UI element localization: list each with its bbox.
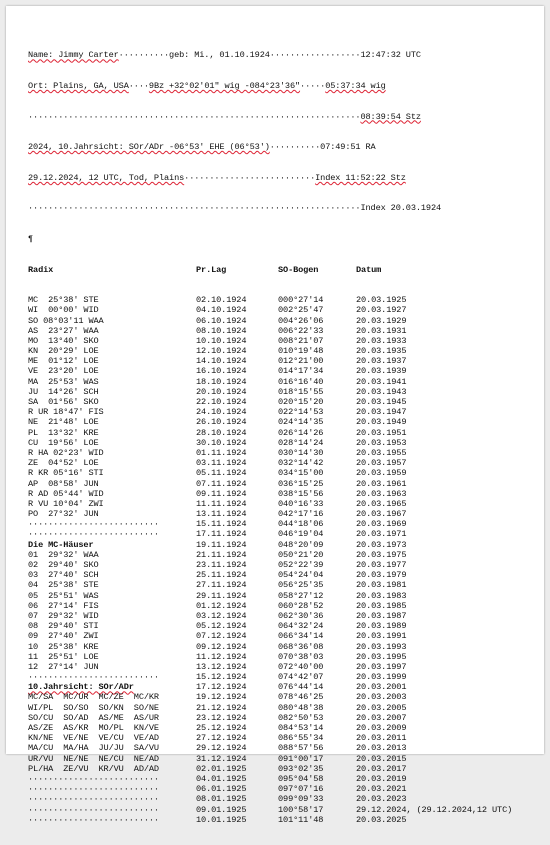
table-row	[28, 499, 512, 509]
datum-cell: 20.03.1993	[356, 641, 407, 652]
so-bogen-cell: 020°15'20	[278, 397, 324, 408]
so-bogen-cell: 068°36'08	[278, 641, 324, 652]
header-line-4: 2024, 10.Jahrsicht: SOr/ADr -06°53' EHE (06°53')··········07:49:51 RA	[28, 142, 376, 153]
pr-lag-cell: 30.10.1924	[196, 437, 247, 448]
datum-cell: 20.03.1937	[356, 356, 407, 367]
birth-date: geb: Mi., 01.10.1924	[169, 50, 270, 61]
pr-lag-cell: 08.01.1925	[196, 794, 247, 805]
house-entry: 09 27°40' ZWI	[28, 631, 99, 642]
table-row	[28, 316, 512, 326]
table-row	[28, 621, 512, 631]
radix-entry: PL 13°32' KRE	[28, 427, 99, 438]
so-bogen-cell: 044°18'06	[278, 519, 324, 530]
house-entry: 12 27°14' JUN	[28, 661, 99, 672]
table-rows	[28, 295, 512, 825]
house-entry: 07 29°32' WID	[28, 610, 99, 621]
blank: ··························	[28, 794, 159, 805]
datum-cell: 20.03.1995	[356, 651, 407, 662]
so-bogen-cell: 100°58'17	[278, 804, 324, 815]
datum-cell: 20.03.1983	[356, 590, 407, 601]
so-bogen-cell: 002°25'47	[278, 305, 324, 316]
table-row	[28, 519, 512, 529]
radix-entry: MC 25°38' STE	[28, 295, 99, 306]
table-row	[28, 794, 512, 804]
pr-lag-cell: 06.10.1924	[196, 315, 247, 326]
pr-lag-cell: 21.11.1924	[196, 549, 247, 560]
so-bogen-cell: 018°15'55	[278, 386, 324, 397]
so-bogen-cell: 022°14'53	[278, 407, 324, 418]
pr-lag-cell: 03.12.1924	[196, 610, 247, 621]
datum-cell: 20.03.1941	[356, 376, 407, 387]
so-bogen-cell: 016°16'40	[278, 376, 324, 387]
pr-lag-cell: 26.10.1924	[196, 417, 247, 428]
house-entry: 06 27°14' FIS	[28, 600, 99, 611]
so-bogen-cell: 086°55'34	[278, 733, 324, 744]
datum-cell: 20.03.1955	[356, 447, 407, 458]
table-row	[28, 397, 512, 407]
table-row	[28, 366, 512, 376]
so-bogen-cell: 062°30'36	[278, 610, 324, 621]
radix-entry: R HA 02°23' WID	[28, 447, 104, 458]
so-bogen-cell: 082°50'53	[278, 712, 324, 723]
ra-value: 07:49:51 RA	[320, 142, 376, 153]
pilcrow: ¶	[28, 233, 34, 244]
datum-cell: 20.03.1935	[356, 346, 407, 357]
so-bogen-cell: 004°26'06	[278, 315, 324, 326]
datum-cell: 20.03.1967	[356, 509, 407, 520]
pr-lag-cell: 25.12.1924	[196, 723, 247, 734]
pr-lag-cell: 19.12.1924	[196, 692, 247, 703]
so-bogen-cell: 028°14'24	[278, 437, 324, 448]
datum-cell: 20.03.1985	[356, 600, 407, 611]
pr-lag-cell: 10.01.1925	[196, 814, 247, 825]
col-radix: Radix	[28, 264, 54, 275]
house-entry: 04 25°38' STE	[28, 580, 99, 591]
datum-cell: 20.03.1973	[356, 539, 407, 550]
datum-cell: 20.03.1977	[356, 560, 407, 571]
pair-entry: PL/HA ZE/VU KR/VU AD/AD	[28, 763, 159, 774]
pr-lag-cell: 23.12.1924	[196, 712, 247, 723]
pr-lag-cell: 27.12.1924	[196, 733, 247, 744]
datum-cell: 20.03.1999	[356, 672, 407, 683]
table-row	[28, 448, 512, 458]
table-row	[28, 458, 512, 468]
pr-lag-cell: 28.10.1924	[196, 427, 247, 438]
sidereal-time: 08:39:54 Stz	[360, 111, 421, 122]
pr-lag-cell: 01.11.1924	[196, 447, 247, 458]
event-line: 29.12.2024, 12 UTC, Tod, Plains	[28, 172, 185, 183]
datum-cell: 20.03.1929	[356, 315, 407, 326]
so-bogen-cell: 072°40'00	[278, 661, 324, 672]
so-bogen-cell: 052°22'39	[278, 560, 324, 571]
pr-lag-cell: 04.10.1924	[196, 305, 247, 316]
so-bogen-cell: 008°21'07	[278, 335, 324, 346]
pr-lag-cell: 12.10.1924	[196, 346, 247, 357]
so-bogen-cell: 060°28'52	[278, 600, 324, 611]
pr-lag-cell: 03.11.1924	[196, 458, 247, 469]
datum-cell: 20.03.2013	[356, 743, 407, 754]
datum-cell: 20.03.1961	[356, 478, 407, 489]
table-row	[28, 550, 512, 560]
radix-entry: AP 08°58' JUN	[28, 478, 99, 489]
pr-lag-cell: 13.12.1924	[196, 661, 247, 672]
datum-cell: 20.03.1945	[356, 397, 407, 408]
blank: ··························	[28, 529, 159, 540]
table-row	[28, 407, 512, 417]
table-row	[28, 417, 512, 427]
so-bogen-cell: 058°27'12	[278, 590, 324, 601]
pr-lag-cell: 09.01.1925	[196, 804, 247, 815]
pr-lag-cell: 04.01.1925	[196, 773, 247, 784]
datum-cell: 20.03.1927	[356, 305, 407, 316]
pr-lag-cell: 22.10.1924	[196, 397, 247, 408]
pr-lag-cell: 29.11.1924	[196, 590, 247, 601]
radix-entry: SO 08°03'11 WAA	[28, 315, 104, 326]
table-row	[28, 642, 512, 652]
datum-cell: 20.03.1975	[356, 549, 407, 560]
table-row	[28, 764, 512, 774]
datum-cell: 20.03.1969	[356, 519, 407, 530]
table-row	[28, 428, 512, 438]
pr-lag-cell: 17.11.1924	[196, 529, 247, 540]
datum-cell: 29.12.2024, (29.12.2024,12 UTC)	[356, 804, 513, 815]
datum-cell: 20.03.1925	[356, 295, 407, 306]
year-view: 2024, 10.Jahrsicht: SOr/ADr -06°53' EHE (06°53')	[28, 142, 270, 153]
pr-lag-cell: 07.11.1924	[196, 478, 247, 489]
table-row	[28, 356, 512, 366]
pr-lag-cell: 21.12.1924	[196, 702, 247, 713]
datum-cell: 20.03.2025	[356, 814, 407, 825]
pr-lag-cell: 20.10.1924	[196, 386, 247, 397]
pr-lag-cell: 14.10.1924	[196, 356, 247, 367]
datum-cell: 20.03.2023	[356, 794, 407, 805]
col-pr-lag: Pr.Lag	[196, 264, 227, 275]
datum-cell: 20.03.2003	[356, 692, 407, 703]
table-row	[28, 601, 512, 611]
pair-entry: AS/ZE AS/KR MO/PL KN/VE	[28, 723, 159, 734]
table-row	[28, 346, 512, 356]
pr-lag-cell: 15.12.1924	[196, 672, 247, 683]
table-row	[28, 662, 512, 672]
so-bogen-cell: 088°57'56	[278, 743, 324, 754]
datum-cell: 20.03.2011	[356, 733, 407, 744]
pr-lag-cell: 02.10.1924	[196, 295, 247, 306]
so-bogen-cell: 006°22'33	[278, 325, 324, 336]
table-row	[28, 529, 512, 539]
column-headers	[28, 265, 512, 275]
pr-lag-cell: 16.10.1924	[196, 366, 247, 377]
table-row	[28, 560, 512, 570]
house-entry: 05 25°51' WAS	[28, 590, 99, 601]
table-row	[28, 295, 512, 305]
radix-entry: R AD 05°44' WID	[28, 488, 104, 499]
pr-lag-cell: 23.11.1924	[196, 560, 247, 571]
datum-cell: 20.03.1979	[356, 570, 407, 581]
radix-entry: ME 01°12' LOE	[28, 356, 99, 367]
pr-lag-cell: 13.11.1924	[196, 509, 247, 520]
blank: ··························	[28, 804, 159, 815]
radix-entry: ZE 04°52' LOE	[28, 458, 99, 469]
radix-entry: MA 25°53' WAS	[28, 376, 99, 387]
datum-cell: 20.03.1989	[356, 621, 407, 632]
pr-lag-cell: 15.11.1924	[196, 519, 247, 530]
table-row	[28, 672, 512, 682]
pr-lag-cell: 05.12.1924	[196, 621, 247, 632]
table-row	[28, 387, 512, 397]
table-row	[28, 468, 512, 478]
radix-entry: CU 19°56' LOE	[28, 437, 99, 448]
table-row	[28, 631, 512, 641]
so-bogen-cell: 038°15'56	[278, 488, 324, 499]
house-entry: 11 25°51' LOE	[28, 651, 99, 662]
so-bogen-cell: 050°21'20	[278, 549, 324, 560]
header-line-6: ··································································Index 20.03.1924	[28, 203, 442, 214]
so-bogen-cell: 042°17'16	[278, 509, 324, 520]
pr-lag-cell: 09.12.1924	[196, 641, 247, 652]
radix-entry: JU 14°26' SCH	[28, 386, 99, 397]
datum-cell: 20.03.1991	[356, 631, 407, 642]
header-line-5: 29.12.2024, 12 UTC, Tod, Plains··························Index 11:52:22 Stz	[28, 172, 406, 183]
blank: ··························	[28, 773, 159, 784]
header-line-3: ··································································08:39:54 Stz	[28, 111, 421, 122]
pr-lag-cell: 19.11.1924	[196, 539, 247, 550]
table-row	[28, 784, 512, 794]
radix-entry: R VU 10°04' ZWI	[28, 498, 104, 509]
blank: ··························	[28, 672, 159, 683]
datum-cell: 20.03.1951	[356, 427, 407, 438]
table-row	[28, 703, 512, 713]
table-row	[28, 774, 512, 784]
pair-entry: MC/SA MC/UR MC/ZE MC/KR	[28, 692, 159, 703]
index-date: Index 20.03.1924	[360, 203, 442, 214]
datum-cell: 20.03.1947	[356, 407, 407, 418]
local-time: 05:37:34 wig	[325, 81, 386, 91]
table-row	[28, 733, 512, 743]
datum-cell: 20.03.1959	[356, 468, 407, 479]
datum-cell: 20.03.1987	[356, 610, 407, 621]
table-row	[28, 509, 512, 519]
so-bogen-cell: 026°14'26	[278, 427, 324, 438]
pr-lag-cell: 09.11.1924	[196, 488, 247, 499]
table-row	[28, 479, 512, 489]
datum-cell: 20.03.1963	[356, 488, 407, 499]
col-so-bogen: SO-Bogen	[278, 264, 319, 275]
so-bogen-cell: 046°19'04	[278, 529, 324, 540]
so-bogen-cell: 064°32'24	[278, 621, 324, 632]
pr-lag-cell: 17.12.1924	[196, 682, 247, 693]
table-row	[28, 540, 512, 550]
pr-lag-cell: 29.12.1924	[196, 743, 247, 754]
table-row	[28, 754, 512, 764]
so-bogen-cell: 056°25'35	[278, 580, 324, 591]
so-bogen-cell: 070°38'03	[278, 651, 324, 662]
so-bogen-cell: 010°19'48	[278, 346, 324, 357]
radix-entry: MO 13°40' SKO	[28, 335, 99, 346]
datum-cell: 20.03.2009	[356, 723, 407, 734]
so-bogen-cell: 040°16'33	[278, 498, 324, 509]
houses-title: Die MC-Häuser	[28, 539, 94, 550]
pr-lag-cell: 27.11.1924	[196, 580, 247, 591]
table-row	[28, 723, 512, 733]
header-line-2: Ort: Plains, GA, USA····9Bz +32°02'01" wig -084°23'36"·····05:37:34 wig	[28, 81, 386, 91]
blank: ··························	[28, 784, 159, 795]
pr-lag-cell: 11.12.1924	[196, 651, 247, 662]
radix-entry: AS 23°27' WAA	[28, 325, 99, 336]
datum-cell: 20.03.2021	[356, 784, 407, 795]
so-bogen-cell: 024°14'35	[278, 417, 324, 428]
blank: ··························	[28, 519, 159, 530]
house-entry: 02 29°40' SKO	[28, 560, 99, 571]
pr-lag-cell: 31.12.1924	[196, 753, 247, 764]
datum-cell: 20.03.1931	[356, 325, 407, 336]
table-row	[28, 682, 512, 692]
pr-lag-cell: 24.10.1924	[196, 407, 247, 418]
col-datum: Datum	[356, 264, 382, 275]
datum-cell: 20.03.2019	[356, 773, 407, 784]
house-entry: 08 29°40' STI	[28, 621, 99, 632]
pr-lag-cell: 25.11.1924	[196, 570, 247, 581]
datum-cell: 20.03.1943	[356, 386, 407, 397]
so-bogen-cell: 034°15'00	[278, 468, 324, 479]
pr-lag-cell: 02.01.1925	[196, 763, 247, 774]
pr-lag-cell: 10.10.1924	[196, 335, 247, 346]
document-text	[28, 30, 512, 845]
so-bogen-cell: 032°14'42	[278, 458, 324, 469]
radix-entry: WI 00°00' WID	[28, 305, 99, 316]
radix-entry: R UR 18°47' FIS	[28, 407, 104, 418]
birth-time-utc: 12:47:32 UTC	[360, 50, 421, 61]
so-bogen-cell: 012°21'00	[278, 356, 324, 367]
so-bogen-cell: 074°42'07	[278, 672, 324, 683]
datum-cell: 20.03.1949	[356, 417, 407, 428]
so-bogen-cell: 036°15'25	[278, 478, 324, 489]
blank: ··························	[28, 814, 159, 825]
radix-entry: VE 23°20' LOE	[28, 366, 99, 377]
table-row	[28, 692, 512, 702]
pair-entry: KN/NE VE/NE VE/CU VE/AD	[28, 733, 159, 744]
person-name: Name: Jimmy Carter	[28, 50, 119, 61]
pr-lag-cell: 01.12.1924	[196, 600, 247, 611]
so-bogen-cell: 091°00'17	[278, 753, 324, 764]
table-row	[28, 815, 512, 825]
pair-entry: MA/CU MA/HA JU/JU SA/VU	[28, 743, 159, 754]
document-page	[6, 6, 544, 825]
datum-cell: 20.03.1997	[356, 661, 407, 672]
radix-entry: PO 27°32' JUN	[28, 509, 99, 520]
table-row	[28, 805, 512, 815]
table-row	[28, 377, 512, 387]
so-bogen-cell: 099°09'33	[278, 794, 324, 805]
header-line-1: Name: Jimmy Carter··········geb: Mi., 01.10.1924··················12:47:32 UTC	[28, 50, 421, 61]
so-bogen-cell: 000°27'14	[278, 295, 324, 306]
datum-cell: 20.03.1933	[356, 335, 407, 346]
table-row	[28, 489, 512, 499]
datum-cell: 20.03.2015	[356, 753, 407, 764]
so-bogen-cell: 048°20'09	[278, 539, 324, 550]
datum-cell: 20.03.1957	[356, 458, 407, 469]
pr-lag-cell: 18.10.1924	[196, 376, 247, 387]
so-bogen-cell: 095°04'58	[278, 773, 324, 784]
table-row	[28, 611, 512, 621]
pr-lag-cell: 06.01.1925	[196, 784, 247, 795]
house-entry: 03 27°40' SCH	[28, 570, 99, 581]
so-bogen-cell: 076°44'14	[278, 682, 324, 693]
coordinates: 9Bz +32°02'01" wig -084°23'36"	[148, 81, 301, 91]
radix-entry: KN 20°29' LOE	[28, 346, 99, 357]
so-bogen-cell: 084°53'14	[278, 723, 324, 734]
datum-cell: 20.03.1953	[356, 437, 407, 448]
so-bogen-cell: 080°48'38	[278, 702, 324, 713]
house-entry: 01 29°32' WAA	[28, 549, 99, 560]
table-row	[28, 713, 512, 723]
table-row	[28, 652, 512, 662]
radix-entry: SA 01°56' SKO	[28, 397, 99, 408]
table-row	[28, 326, 512, 336]
datum-cell: 20.03.2005	[356, 702, 407, 713]
table-row	[28, 743, 512, 753]
so-bogen-cell: 014°17'34	[278, 366, 324, 377]
so-bogen-cell: 054°24'04	[278, 570, 324, 581]
radix-entry: R KR 05°16' STI	[28, 468, 104, 479]
so-bogen-cell: 093°02'35	[278, 763, 324, 774]
datum-cell: 20.03.1971	[356, 529, 407, 540]
pair-entry: WI/PL SO/SO SO/KN SO/NE	[28, 702, 159, 713]
table-row	[28, 580, 512, 590]
pr-lag-cell: 08.10.1924	[196, 325, 247, 336]
datum-cell: 20.03.1981	[356, 580, 407, 591]
pair-entry: UR/VU NE/NE NE/CU NE/AD	[28, 753, 159, 764]
pair-entry: SO/CU SO/AD AS/ME AS/UR	[28, 712, 159, 723]
so-bogen-cell: 066°34'14	[278, 631, 324, 642]
table-row	[28, 336, 512, 346]
datum-cell: 20.03.1965	[356, 498, 407, 509]
table-row	[28, 591, 512, 601]
so-bogen-cell: 078°46'25	[278, 692, 324, 703]
so-bogen-cell: 101°11'48	[278, 814, 324, 825]
house-entry: 10 25°38' KRE	[28, 641, 99, 652]
datum-cell: 20.03.2007	[356, 712, 407, 723]
table-row	[28, 438, 512, 448]
index-time: Index 11:52:22 Stz	[315, 172, 406, 183]
datum-cell: 20.03.2017	[356, 763, 407, 774]
radix-entry: NE 21°48' LOE	[28, 417, 99, 428]
table-row	[28, 570, 512, 580]
year-view-title: 10.Jahrsicht: SOr/ADr	[28, 682, 134, 693]
birth-place: Ort: Plains, GA, USA	[28, 81, 129, 91]
table-row	[28, 305, 512, 315]
pr-lag-cell: 07.12.1924	[196, 631, 247, 642]
datum-cell: 20.03.2001	[356, 682, 407, 693]
so-bogen-cell: 097°07'16	[278, 784, 324, 795]
pr-lag-cell: 11.11.1924	[196, 498, 247, 509]
datum-cell: 20.03.1939	[356, 366, 407, 377]
pr-lag-cell: 05.11.1924	[196, 468, 247, 479]
so-bogen-cell: 030°14'30	[278, 447, 324, 458]
